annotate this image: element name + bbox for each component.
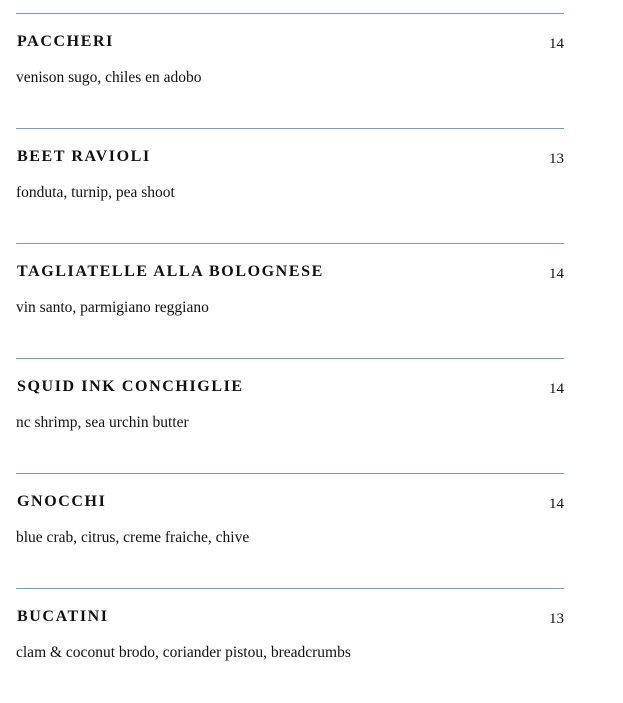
item-price: 14: [549, 36, 564, 52]
item-name: BEET RAVIOLI: [17, 148, 151, 165]
item-name: GNOCCHI: [17, 493, 107, 510]
item-price: 13: [549, 151, 564, 167]
item-description: blue crab, citrus, creme fraiche, chive: [16, 529, 250, 546]
item-name: TAGLIATELLE ALLA BOLOGNESE: [17, 263, 324, 280]
item-description: fonduta, turnip, pea shoot: [16, 184, 175, 201]
divider: [16, 358, 564, 359]
divider: [16, 473, 564, 474]
item-name: SQUID INK CONCHIGLIE: [17, 378, 244, 395]
menu-item-beet-ravioli: [16, 128, 564, 243]
menu-item-gnocchi: [16, 473, 564, 588]
divider: [16, 13, 564, 14]
divider: [16, 588, 564, 589]
item-description: nc shrimp, sea urchin butter: [16, 414, 189, 431]
divider: [16, 243, 564, 244]
item-name: PACCHERI: [17, 33, 114, 50]
item-price: 14: [549, 381, 564, 397]
menu-item-tagliatelle: [16, 243, 564, 358]
item-price: 14: [549, 496, 564, 512]
item-price: 13: [549, 611, 564, 627]
item-price: 14: [549, 266, 564, 282]
divider: [16, 128, 564, 129]
item-description: venison sugo, chiles en adobo: [16, 69, 202, 86]
item-description: clam & coconut brodo, coriander pistou, breadcrumbs: [16, 644, 351, 661]
menu-item-squid-ink-conchiglie: [16, 358, 564, 473]
menu-item-paccheri: [16, 13, 564, 128]
item-description: vin santo, parmigiano reggiano: [16, 299, 209, 316]
menu-item-bucatini: [16, 588, 564, 703]
item-name: BUCATINI: [17, 608, 109, 625]
